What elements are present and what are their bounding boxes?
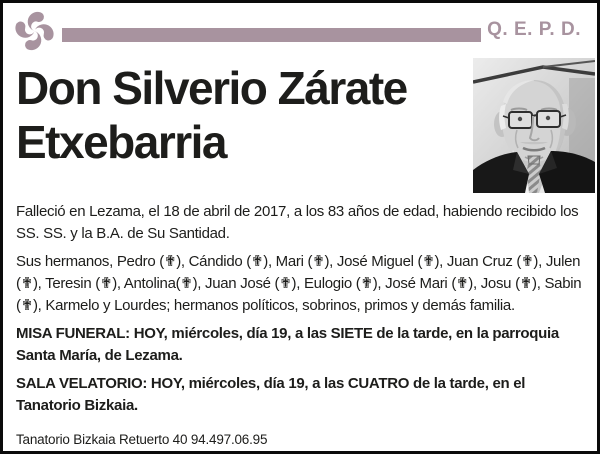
family-paragraph: Sus hermanos, Pedro (✟), Cándido (✟), Mari (✟), José Miguel (✟), Juan Cruz (✟), Julen (✟), Teresin (✟), Antolina(✟), Juan José (✟), Eulogio (✟), José Mari (✟), Josu (✟), Sabin (✟), Karmelo y Lourdes; hermanos políticos, sobrinos, primos y demás familia.: [16, 253, 582, 314]
deceased-title-line2: Etxebarria: [16, 116, 227, 168]
divider-bar: [62, 28, 481, 42]
lauburu-icon: [11, 6, 58, 56]
wake-room-paragraph: SALA VELATORIO: HOY, miércoles, día 19, a las CUATRO de la tarde, en el Tanatorio Bizkaia.: [16, 375, 526, 414]
deceased-title-line1: Don Silverio Zárate: [16, 62, 407, 114]
notice-body: [16, 201, 585, 423]
deceased-title: [16, 61, 478, 169]
portrait-photo: [473, 58, 595, 193]
qepd-label: Q. E. P. D.: [487, 19, 581, 40]
header-band: [11, 3, 581, 59]
death-notice-paragraph: Falleció en Lezama, el 18 de abril de 2017, a los 83 años de edad, habiendo recibido los SS. SS. y la B.A. de Su Santidad.: [16, 203, 579, 242]
funeral-home-contact: Tanatorio Bizkaia Retuerto 40 94.497.06.95: [16, 432, 268, 447]
funeral-mass-paragraph: MISA FUNERAL: HOY, miércoles, día 19, a las SIETE de la tarde, en la parroquia Santa María, de Lezama.: [16, 325, 559, 364]
